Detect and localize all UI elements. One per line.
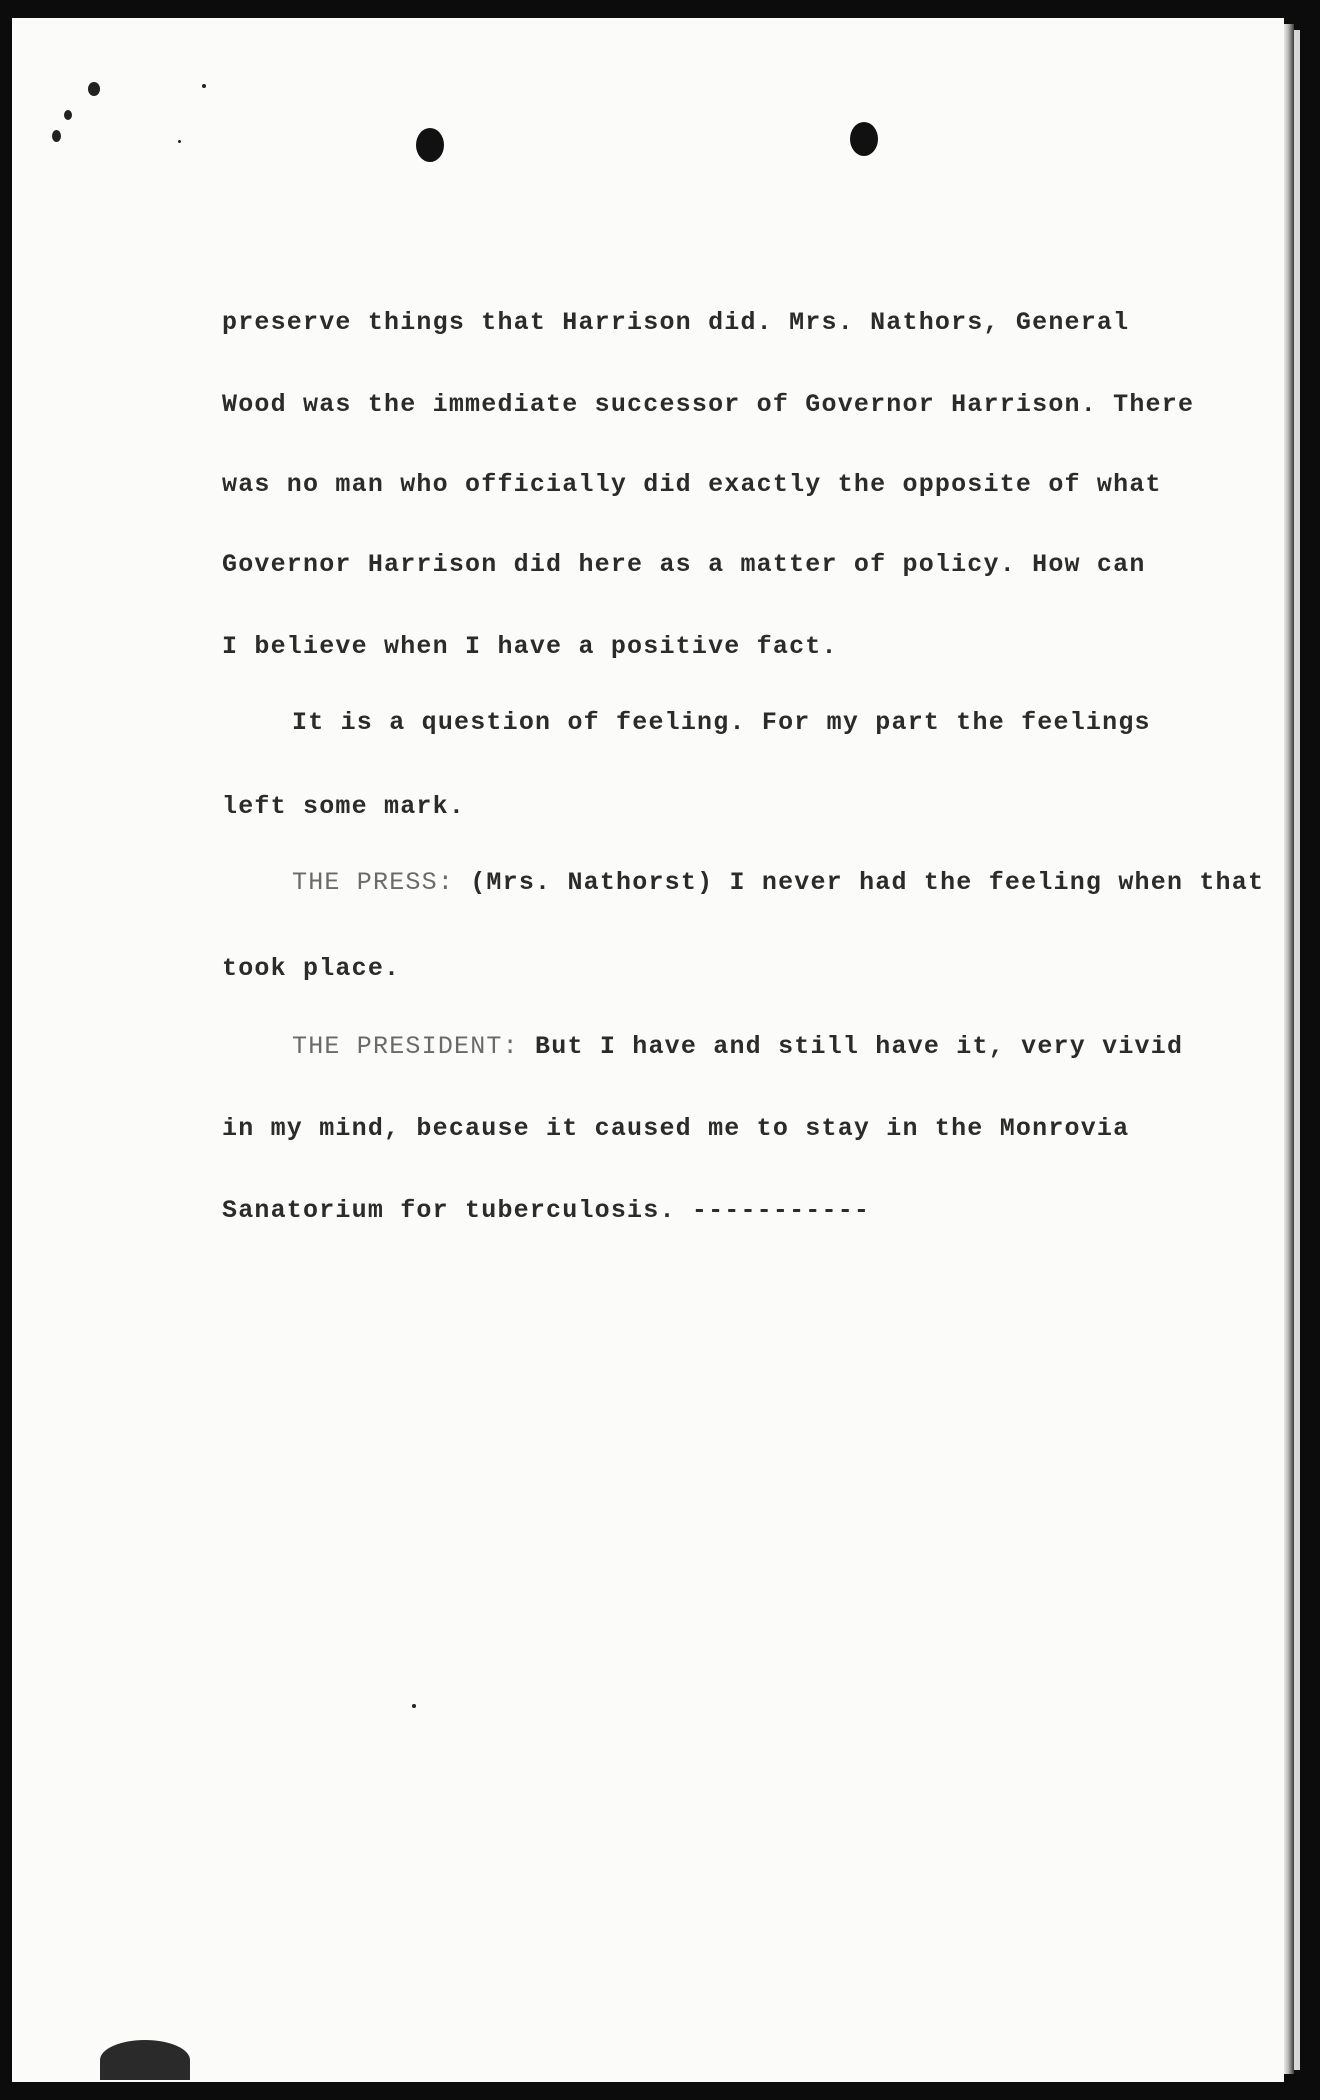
punch-hole-left [416, 128, 444, 162]
president-remark [292, 1032, 1183, 1061]
president-remark-line-2: in my mind, because it caused me to stay in the Monrovia [222, 1114, 1130, 1143]
ink-speck [412, 1704, 416, 1708]
press-remark-line-2: took place. [222, 954, 401, 983]
body-line-1: preserve things that Harrison did. Mrs. Nathors, General [222, 308, 1130, 337]
ink-speck [202, 84, 206, 88]
paragraph-line-1: It is a question of feeling. For my part the feelings [292, 708, 1151, 737]
paragraph-line-2: left some mark. [222, 792, 466, 821]
president-remark-text: But I have and still have it, very vivid [518, 1032, 1184, 1061]
president-speaker: THE PRESIDENT: [292, 1032, 519, 1061]
body-line-2: Wood was the immediate successor of Governor Harrison. There [222, 390, 1195, 419]
ink-speck [64, 110, 72, 120]
press-remark-text: (Mrs. Nathorst) I never had the feeling when that [454, 868, 1265, 897]
body-line-4: Governor Harrison did here as a matter of policy. How can [222, 550, 1146, 579]
page-edge [1284, 24, 1294, 2074]
press-remark [292, 868, 1264, 897]
president-remark-line-3: Sanatorium for tuberculosis. ----------- [222, 1196, 871, 1225]
punch-hole-right [850, 122, 878, 156]
bottom-smudge [100, 2040, 190, 2080]
press-speaker: THE PRESS: [292, 868, 455, 897]
ink-speck [52, 130, 61, 142]
body-line-3: was no man who officially did exactly the opposite of what [222, 470, 1162, 499]
page-edge-underlay [1294, 30, 1300, 2070]
ink-speck [178, 140, 181, 143]
ink-speck [88, 82, 100, 96]
body-line-5: I believe when I have a positive fact. [222, 632, 838, 661]
